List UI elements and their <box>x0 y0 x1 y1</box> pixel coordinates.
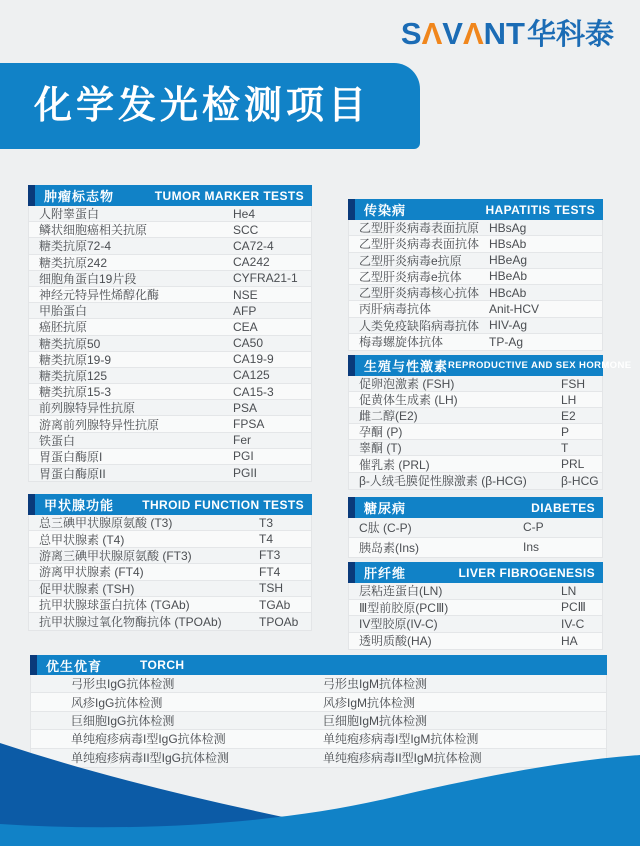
test-abbreviation: P <box>561 424 570 439</box>
test-name: 甲胎蛋白 <box>39 304 88 319</box>
table-header <box>28 494 312 515</box>
test-name-igg: 单纯疱疹病毒II型IgG抗体检测 <box>71 751 230 766</box>
test-name: 乙型肝炎病毒表面抗体 <box>359 237 480 252</box>
test-abbreviation: He4 <box>233 206 256 221</box>
table-row <box>349 285 602 301</box>
test-name: 糖类抗原19-9 <box>39 352 112 367</box>
test-abbreviation: C-P <box>523 520 544 535</box>
table-row <box>29 303 311 319</box>
test-abbreviation: CA19-9 <box>233 352 274 367</box>
test-name: 睾酮 (T) <box>359 441 402 456</box>
test-name-igm: 巨细胞IgM抗体检测 <box>323 713 428 728</box>
test-abbreviation: T4 <box>259 532 274 547</box>
test-name: 丙肝病毒抗体 <box>359 302 432 317</box>
test-abbreviation: SCC <box>233 222 259 237</box>
test-name: 抗甲状腺过氧化物酶抗体 (TPOAb) <box>39 615 222 630</box>
table-row <box>349 518 602 538</box>
table-hepatitis <box>348 199 603 351</box>
test-abbreviation: FSH <box>561 376 585 391</box>
test-name-igm: 单纯疱疹病毒I型IgM抗体检测 <box>323 732 479 747</box>
table-row <box>349 334 602 350</box>
test-name-igg: 风疹IgG抗体检测 <box>71 695 163 710</box>
table-diabetes <box>348 497 603 558</box>
table-row <box>349 408 602 424</box>
table-row <box>29 238 311 254</box>
table-tumor-markers <box>28 185 312 482</box>
logo-letter: N <box>483 16 507 51</box>
test-abbreviation: Anit-HCV <box>489 301 540 316</box>
test-name: 细胞角蛋白19片段 <box>39 271 137 286</box>
test-name: 乙型肝炎病毒e抗原 <box>359 253 462 268</box>
table-row <box>349 600 602 617</box>
test-abbreviation: CEA <box>233 319 258 334</box>
logo-chinese-name: 华科泰 <box>526 19 614 51</box>
table-title-cn: 肿瘤标志物 <box>44 189 115 204</box>
bottom-wave-decoration <box>0 731 640 846</box>
test-name: 人附睾蛋白 <box>39 207 100 222</box>
test-abbreviation: T3 <box>259 515 274 530</box>
test-abbreviation: TPOAb <box>259 614 299 629</box>
test-abbreviation: FT4 <box>259 564 281 579</box>
test-name: 神经元特异性烯醇化酶 <box>39 288 160 303</box>
table-row <box>29 465 311 481</box>
test-name-igg: 弓形虫IgG抗体检测 <box>71 677 175 692</box>
table-row <box>29 271 311 287</box>
test-name: 总三碘甲状腺原氨酸 (T3) <box>39 516 173 531</box>
test-name: 促卵泡激素 (FSH) <box>359 377 455 392</box>
table-row <box>29 255 311 271</box>
table-thyroid-function <box>28 494 312 631</box>
test-name: 胰岛素(Ins) <box>359 540 420 555</box>
test-name: 鳞状细胞癌相关抗原 <box>39 223 148 238</box>
test-abbreviation: HBsAb <box>489 236 527 251</box>
test-name: β-人绒毛膜促性腺激素 (β-HCG) <box>359 474 527 489</box>
table-row <box>31 712 606 730</box>
table-row <box>349 253 602 269</box>
table-row <box>29 206 311 222</box>
table-row <box>349 583 602 600</box>
table-body <box>348 220 603 351</box>
table-row <box>349 473 602 489</box>
table-title-cn: 肝纤维 <box>364 566 407 581</box>
logo-letter: Λ <box>462 16 484 51</box>
test-abbreviation: FPSA <box>233 417 265 432</box>
test-name: 人类免疫缺陷病毒抗体 <box>359 318 480 333</box>
test-abbreviation: CA242 <box>233 255 270 270</box>
test-abbreviation: IV-C <box>561 616 585 631</box>
test-name: 糖类抗原242 <box>39 255 108 270</box>
test-abbreviation: PCⅢ <box>561 600 586 615</box>
logo-letter: T <box>506 16 525 51</box>
test-abbreviation: CYFRA21-1 <box>233 271 298 286</box>
test-name: 游离前列腺特异性抗原 <box>39 417 160 432</box>
logo-letter: S <box>400 16 422 51</box>
table-row <box>29 449 311 465</box>
table-title-en: REPRODUCTIVE AND SEX HORMONE <box>448 360 632 371</box>
test-name: 铁蛋白 <box>39 433 76 448</box>
table-title-en: TORCH <box>140 658 185 672</box>
test-name: 梅毒螺旋体抗体 <box>359 335 444 350</box>
test-abbreviation: CA125 <box>233 368 270 383</box>
test-name-igm: 单纯疱疹病毒II型IgM抗体检测 <box>323 751 482 766</box>
table-row <box>29 400 311 416</box>
table-body <box>348 518 603 558</box>
test-abbreviation: PGI <box>233 449 254 464</box>
table-title-en: LIVER FIBROGENESIS <box>458 565 595 580</box>
table-row <box>29 384 311 400</box>
title-banner <box>0 63 420 149</box>
test-abbreviation: T <box>561 440 569 455</box>
test-abbreviation: HIV-Ag <box>489 318 528 333</box>
test-abbreviation: β-HCG <box>561 473 599 488</box>
table-row <box>349 538 602 558</box>
test-abbreviation: CA50 <box>233 336 264 351</box>
table-row <box>349 392 602 408</box>
test-name: 糖类抗原15-3 <box>39 385 112 400</box>
test-abbreviation: FT3 <box>259 548 281 563</box>
table-row <box>29 531 311 547</box>
table-row <box>29 515 311 531</box>
table-row <box>349 376 602 392</box>
test-abbreviation: LH <box>561 392 577 407</box>
test-name: 胃蛋白酶原I <box>39 449 103 464</box>
table-title-cn: 糖尿病 <box>364 501 407 516</box>
test-name: 总甲状腺素 (T4) <box>39 532 125 547</box>
test-name-igg: 巨细胞IgG抗体检测 <box>71 713 175 728</box>
logo-letter: V <box>442 16 463 51</box>
table-title-cn: 优生优育 <box>46 658 103 674</box>
test-abbreviation: HBsAg <box>489 220 527 235</box>
test-name: 促甲状腺素 (TSH) <box>39 581 135 596</box>
table-title-en: TUMOR MARKER TESTS <box>154 188 304 203</box>
table-title-en: THROID FUNCTION TESTS <box>142 497 304 512</box>
test-abbreviation: TGAb <box>259 597 291 612</box>
table-row <box>29 613 311 629</box>
test-abbreviation: NSE <box>233 287 258 302</box>
table-header <box>348 199 603 220</box>
test-name: IV型胶原(IV-C) <box>359 617 438 632</box>
test-abbreviation: AFP <box>233 303 257 318</box>
table-title-en: HAPATITIS TESTS <box>485 202 595 217</box>
table-row <box>349 456 602 472</box>
table-row <box>349 440 602 456</box>
test-abbreviation: PSA <box>233 400 258 415</box>
test-name: 透明质酸(HA) <box>359 634 432 649</box>
table-row <box>349 318 602 334</box>
table-row <box>29 368 311 384</box>
test-name-igg: 单纯疱疹病毒I型IgG抗体检测 <box>71 732 226 747</box>
test-name: 糖类抗原50 <box>39 336 101 351</box>
logo-letter: Λ <box>421 16 443 51</box>
test-abbreviation: CA72-4 <box>233 238 274 253</box>
test-abbreviation: CA15-3 <box>233 384 274 399</box>
table-row <box>29 319 311 335</box>
test-name: C肽 (C-P) <box>359 520 412 535</box>
test-name-igm: 弓形虫IgM抗体检测 <box>323 677 428 692</box>
test-name: 雌二醇(E2) <box>359 409 418 424</box>
table-row <box>31 675 606 693</box>
test-abbreviation: PRL <box>561 457 585 472</box>
table-row <box>29 581 311 597</box>
table-reproductive-hormone <box>348 355 632 490</box>
table-row <box>29 433 311 449</box>
table-body <box>348 583 603 650</box>
table-row <box>31 693 606 711</box>
test-abbreviation: TP-Ag <box>489 334 524 349</box>
table-title-cn: 甲状腺功能 <box>44 498 115 513</box>
table-header <box>348 562 603 583</box>
table-row <box>349 220 602 236</box>
table-row <box>349 616 602 633</box>
test-abbreviation: HA <box>561 633 578 648</box>
test-name: 乙型肝炎病毒e抗体 <box>359 269 462 284</box>
table-body <box>28 515 312 631</box>
test-name: 癌胚抗原 <box>39 320 88 335</box>
table-title-cn: 传染病 <box>364 203 407 218</box>
table-title-cn: 生殖与性激素 <box>364 359 449 374</box>
test-abbreviation: HBcAb <box>489 285 527 300</box>
table-body <box>348 376 603 490</box>
test-name: 胃蛋白酶原II <box>39 466 106 481</box>
table-row <box>29 352 311 368</box>
table-body <box>28 206 312 482</box>
savant-logo <box>401 12 614 53</box>
test-name: 糖类抗原72-4 <box>39 239 112 254</box>
table-row <box>29 597 311 613</box>
test-name: 抗甲状腺球蛋白抗体 (TGAb) <box>39 598 190 613</box>
test-name: 乙型肝炎病毒核心抗体 <box>359 286 480 301</box>
test-name: 催乳素 (PRL) <box>359 457 430 472</box>
test-name-igm: 风疹IgM抗体检测 <box>323 695 416 710</box>
table-row <box>29 564 311 580</box>
test-name: 孕酮 (P) <box>359 425 403 440</box>
test-abbreviation: Ins <box>523 540 540 555</box>
table-row <box>349 269 602 285</box>
table-row <box>29 548 311 564</box>
table-header <box>28 185 312 206</box>
table-row <box>29 416 311 432</box>
page-title: 化学发光检测项目 <box>34 85 371 127</box>
table-row <box>349 424 602 440</box>
test-name: 游离三碘甲状腺原氨酸 (FT3) <box>39 548 192 563</box>
test-name: 乙型肝炎病毒表面抗原 <box>359 221 480 236</box>
test-abbreviation: HBeAb <box>489 269 528 284</box>
table-row <box>349 633 602 650</box>
test-abbreviation: LN <box>561 583 577 598</box>
table-row <box>349 301 602 317</box>
test-name: 糖类抗原125 <box>39 368 108 383</box>
table-header <box>348 355 632 376</box>
test-abbreviation: PGII <box>233 466 258 481</box>
table-row <box>29 222 311 238</box>
test-abbreviation: E2 <box>561 408 576 423</box>
test-abbreviation: TSH <box>259 581 283 596</box>
test-name: 促黄体生成素 (LH) <box>359 393 458 408</box>
test-name: Ⅲ型前胶原(PCⅢ) <box>359 600 449 615</box>
table-row <box>349 236 602 252</box>
test-abbreviation: Fer <box>233 433 251 448</box>
test-abbreviation: HBeAg <box>489 253 528 268</box>
table-header <box>348 497 603 518</box>
test-name: 前列腺特异性抗原 <box>39 401 136 416</box>
test-name: 游离甲状腺素 (FT4) <box>39 565 144 580</box>
table-row <box>29 336 311 352</box>
table-liver-fibrosis <box>348 562 603 650</box>
table-title-en: DIABETES <box>531 500 595 515</box>
table-header <box>30 655 607 675</box>
table-row <box>29 287 311 303</box>
test-name: 层粘连蛋白(LN) <box>359 584 443 599</box>
